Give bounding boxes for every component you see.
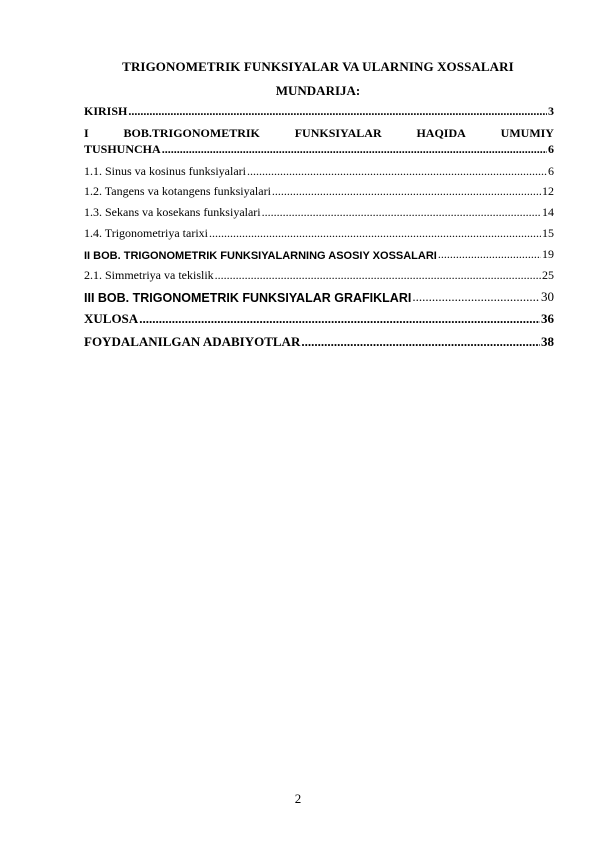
toc-leader-dots bbox=[128, 104, 547, 119]
toc-entry-bob1-line2[interactable] bbox=[84, 140, 554, 157]
toc-entry-label: 1.4. Trigonometriya tarixi bbox=[84, 226, 208, 240]
toc-entry-1-2[interactable] bbox=[84, 182, 554, 199]
toc-entry-kirish[interactable] bbox=[84, 102, 554, 119]
document-title: TRIGONOMETRIK FUNKSIYALAR VA ULARNING XOSSALARI bbox=[122, 59, 514, 74]
page-number: 2 bbox=[294, 791, 302, 806]
toc-entry-page: 30 bbox=[541, 289, 554, 304]
toc-leader-dots bbox=[247, 164, 547, 179]
toc-entry-label: 1.3. Sekans va kosekans funksiyalari bbox=[84, 205, 261, 219]
toc-entry-label: FOYDALANILGAN ADABIYOTLAR bbox=[84, 334, 301, 349]
toc-entry-page: 12 bbox=[542, 184, 554, 198]
toc-entry-1-1[interactable] bbox=[84, 162, 554, 179]
toc-entry-label: II BOB. TRIGONOMETRIK FUNKSIYALARNING ASOSIY XOSSALARI bbox=[84, 250, 437, 262]
toc-entry-1-4[interactable] bbox=[84, 224, 554, 241]
toc-leader-dots bbox=[438, 247, 541, 262]
toc-entry-page: 19 bbox=[542, 247, 554, 261]
toc-entry-bob2[interactable] bbox=[84, 245, 554, 262]
toc-word: FUNKSIYALAR bbox=[294, 126, 382, 140]
toc-entry-2-1[interactable] bbox=[84, 266, 554, 283]
toc-entry-label: 2.1. Simmetriya va tekislik bbox=[84, 268, 214, 282]
toc-entry-page: 36 bbox=[541, 311, 554, 326]
toc-entry-label: KIRISH bbox=[84, 104, 128, 118]
toc-heading: MUNDARIJA: bbox=[275, 83, 361, 98]
toc-word: UMUMIY bbox=[500, 126, 554, 140]
toc-word: HAQIDA bbox=[416, 126, 466, 140]
toc-entry-page: 38 bbox=[541, 334, 554, 349]
toc-entry-page: 25 bbox=[542, 268, 554, 282]
toc-leader-dots bbox=[139, 311, 540, 327]
toc-leader-dots bbox=[209, 226, 541, 241]
toc-entry-1-3[interactable] bbox=[84, 203, 554, 220]
toc-entry-page: 14 bbox=[542, 205, 554, 219]
toc-entry-label: III BOB. TRIGONOMETRIK FUNKSIYALAR GRAFIKLARI bbox=[84, 291, 412, 305]
toc-entry-page: 15 bbox=[542, 226, 554, 240]
toc-word: BOB.TRIGONOMETRIK bbox=[123, 126, 260, 140]
toc-entry-label: XULOSA bbox=[84, 311, 139, 326]
toc-entry-bob3[interactable] bbox=[84, 288, 554, 305]
toc-leader-dots bbox=[162, 142, 547, 157]
toc-leader-dots bbox=[272, 184, 541, 199]
toc-entry-label: 1.2. Tangens va kotangens funksiyalari bbox=[84, 184, 271, 198]
toc-leader-dots bbox=[215, 268, 541, 283]
toc-entry-page: 3 bbox=[548, 104, 554, 118]
toc-entry-adabiyot[interactable] bbox=[84, 333, 554, 350]
toc-entry-page: 6 bbox=[548, 164, 554, 178]
toc-entry-page: 6 bbox=[548, 142, 554, 156]
toc-entry-xulosa[interactable] bbox=[84, 310, 554, 327]
toc-leader-dots bbox=[262, 205, 541, 220]
toc-leader-dots bbox=[412, 289, 540, 305]
toc-entry-label: 1.1. Sinus va kosinus funksiyalari bbox=[84, 164, 246, 178]
toc-leader-dots bbox=[301, 334, 540, 350]
toc-word: I bbox=[84, 126, 89, 140]
toc-entry-label: TUSHUNCHA bbox=[84, 142, 161, 156]
